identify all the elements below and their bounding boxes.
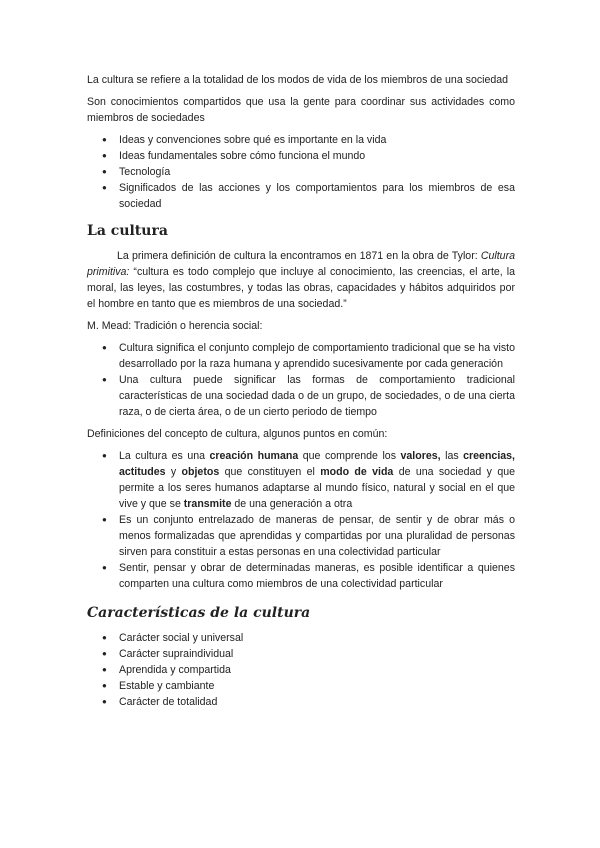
list-item: ● Significados de las acciones y los comportamientos para los miembros de esa sociedad: [87, 180, 515, 212]
list-item: ● Carácter social y universal: [87, 630, 515, 646]
mead-heading: M. Mead: Tradición o herencia social:: [87, 320, 263, 332]
tylor-lead: La primera definición de cultura la encontramos en 1871 en la obra de Tylor:: [117, 250, 478, 262]
list-item: ● Ideas fundamentales sobre cómo funciona el mundo: [87, 148, 515, 164]
section-heading-caracteristicas: Características de la cultura: [87, 605, 311, 621]
keyword-transmite: transmite: [183, 498, 232, 510]
list-item: ● Carácter supraindividual: [87, 646, 515, 662]
document-page: [87, 72, 515, 710]
intro-paragraph-1: La cultura se refiere a la totalidad de los modos de vida de los miembros de una sociedad: [87, 74, 509, 86]
characteristics-bullet-list: [87, 630, 515, 710]
list-item: ● Sentir, pensar y obrar de determinadas maneras, es posible identificar a quienes comparten una cultura como miembros de una colectividad particular: [87, 560, 515, 592]
list-item: ● Ideas y convenciones sobre qué es importante en la vida: [87, 132, 515, 148]
list-item: ● La cultura es una creación humana que comprende los valores, las creencias, actitudes y objetos que constituyen el modo de vida de una sociedad y que permite a los seres humanos adaptarse al mundo físico, natural y social en el que vive y que se transmite de una generación a otra: [87, 448, 515, 512]
list-item: ● Cultura significa el conjunto complejo de comportamiento tradicional que se ha visto desarrollado por la raza humana y aprendido sucesivamente por cada generación: [87, 340, 515, 372]
definitions-bullet-list: [87, 448, 515, 592]
tylor-work-title: Cultura primitiva:: [87, 250, 515, 278]
intro-bullet-list: [87, 132, 515, 212]
keyword-creencias-actitudes: creencias, actitudes: [119, 450, 515, 478]
definitions-intro: Definiciones del concepto de cultura, algunos puntos en común:: [87, 428, 388, 440]
keyword-creacion-humana: creación humana: [209, 450, 299, 462]
tylor-quote: “cultura es todo complejo que incluye al conocimiento, las creencias, el arte, la moral, las leyes, las costumbres, y todas las obras, capacidades y hábitos adquiridos por el hombre en tanto que es miembros de una sociedad.”: [87, 266, 515, 310]
list-item: ● Aprendida y compartida: [87, 662, 515, 678]
keyword-objetos: objetos: [181, 466, 220, 478]
list-item: ● Es un conjunto entrelazado de maneras de pensar, de sentir y de obrar más o menos formalizadas que aprendidas y compartidas por una pluralidad de personas sirven para constituir a estas personas en una colectividad particular: [87, 512, 515, 560]
keyword-valores: valores,: [400, 450, 441, 462]
list-item: ● Carácter de totalidad: [87, 694, 515, 710]
mead-bullet-list: [87, 340, 515, 420]
intro-paragraph-2: Son conocimientos compartidos que usa la gente para coordinar sus actividades como miembros de sociedades: [87, 96, 515, 124]
list-item: ● Estable y cambiante: [87, 678, 515, 694]
section-heading-la-cultura: La cultura: [87, 223, 168, 239]
tylor-paragraph: [87, 248, 515, 312]
list-item: ● Una cultura puede significar las formas de comportamiento tradicional características de una sociedad dada o de un grupo, de sociedades, o de una cierta raza, o de cierta área, o de un cierto periodo de tiempo: [87, 372, 515, 420]
list-item: ● Tecnología: [87, 164, 515, 180]
keyword-modo-de-vida: modo de vida: [320, 466, 394, 478]
